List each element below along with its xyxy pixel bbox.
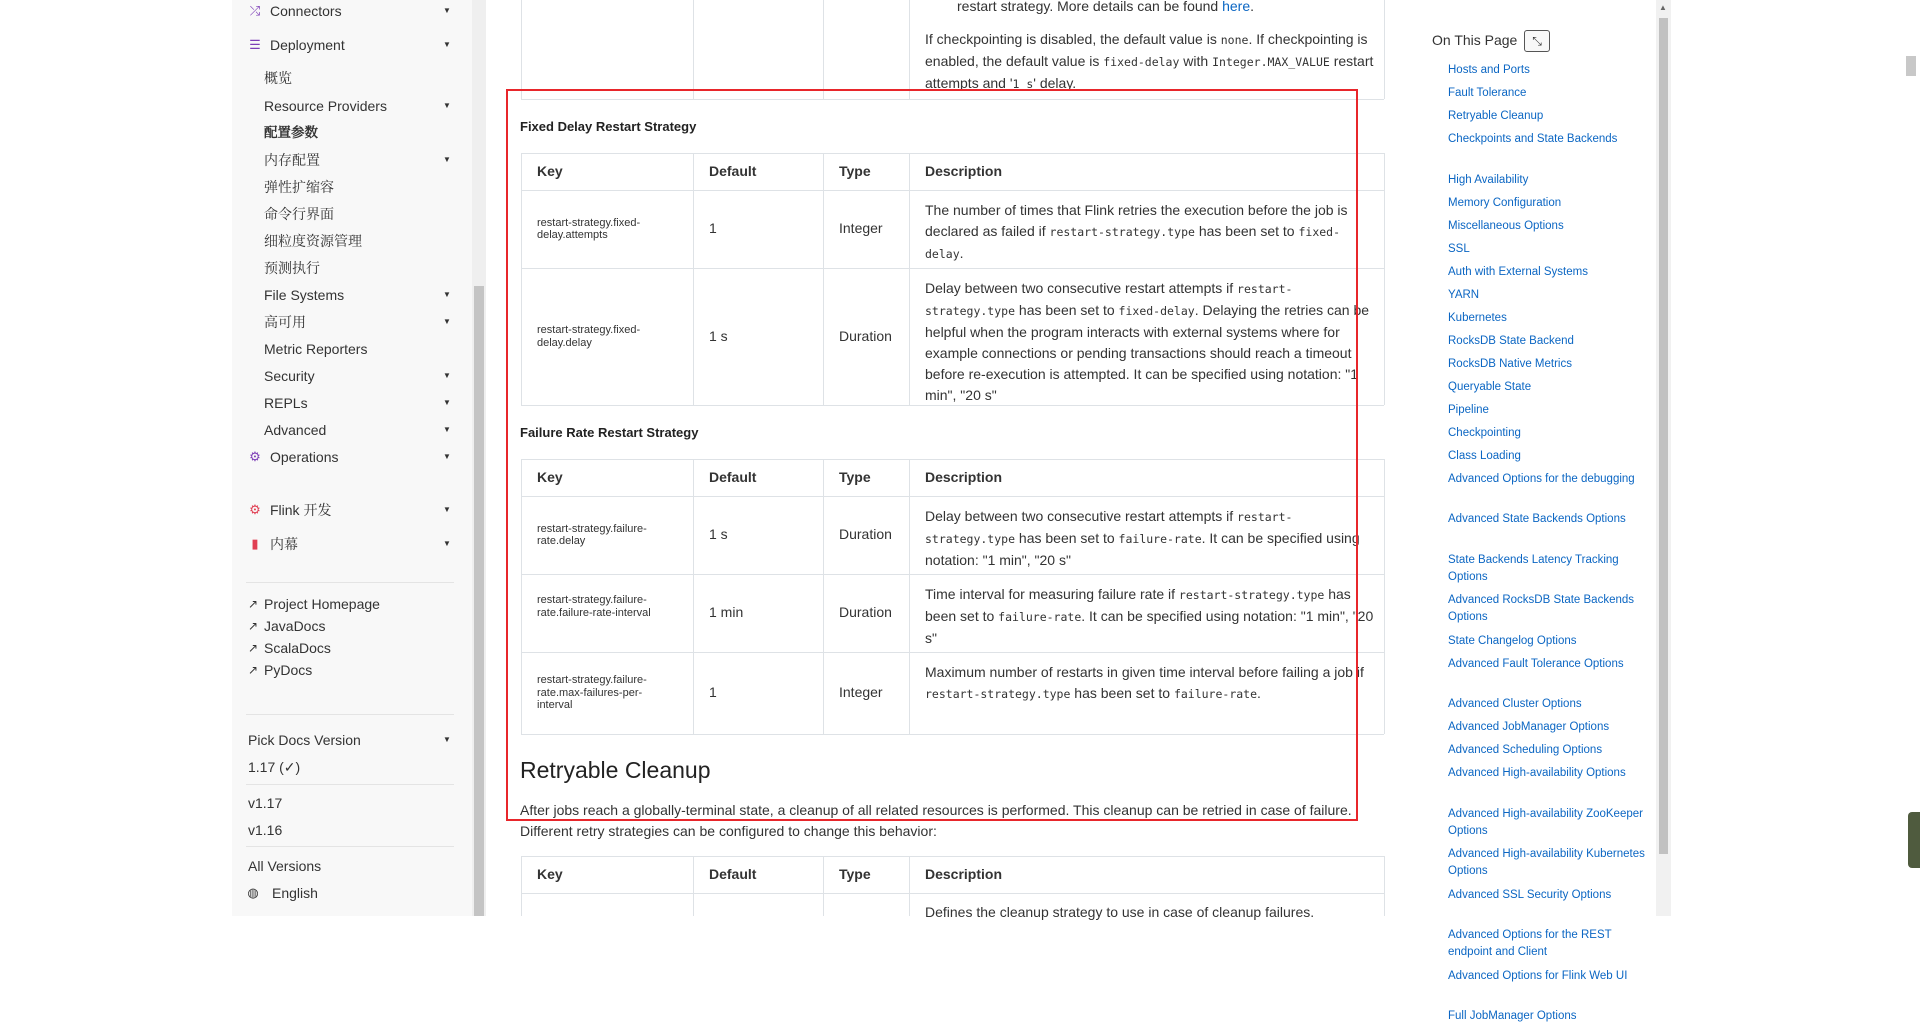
sidebar-item[interactable] [232,257,472,279]
external-link-icon: ↗ [247,641,259,655]
table-grid-line [521,893,1384,894]
toc-link[interactable]: Advanced SSL Security Options [1448,888,1612,901]
table-grid-line [521,459,1384,460]
table-grid-line [693,856,694,916]
sidebar-link-label: PyDocs [264,662,313,678]
here-link[interactable]: here [1222,0,1251,14]
sidebar-item[interactable] [232,446,472,468]
table-grid-line [823,459,824,734]
sidebar-scrollbar-thumb[interactable] [474,286,484,916]
sidebar-divider [246,846,454,847]
all-versions-label: All Versions [248,858,322,874]
retryable-cleanup-heading: Retryable Cleanup [520,757,711,783]
option-key: restart-strategy.failure-rate.max-failures-per-interval [537,674,647,712]
table-grid-line [693,0,694,99]
toc-link[interactable]: Advanced Fault Tolerance Options [1448,657,1624,670]
chevron-down-icon: ▼ [443,452,451,461]
table-grid-line [521,268,1384,269]
version-picker-label: Pick Docs Version [248,732,361,748]
sidebar-item[interactable] [232,499,472,521]
toc-link[interactable]: Auth with External Systems [1448,265,1588,278]
table-grid-line [521,652,1384,653]
option-type: Duration [839,327,892,344]
sidebar-divider [246,784,454,785]
table-grid-line [521,496,1384,497]
toc-link[interactable]: State Backends Latency Tracking Options [1448,553,1619,583]
toc-link[interactable]: Queryable State [1448,380,1532,393]
window-scrollbar-thumb[interactable] [1906,56,1916,76]
book-icon: ▮ [251,536,259,551]
sidebar-item-label: Metric Reporters [264,341,368,357]
sidebar-external-link[interactable] [232,637,472,659]
toc-link[interactable]: Advanced Scheduling Options [1448,744,1603,756]
sidebar-item[interactable] [232,0,472,22]
cogs-icon: ⚙ [249,449,261,464]
sidebar-link-label: JavaDocs [264,618,326,634]
sidebar-link-label: ScalaDocs [264,640,331,656]
toc-link[interactable]: Advanced State Backends Options [1448,513,1626,525]
toc-link[interactable]: Advanced High-availability Options [1448,767,1626,779]
toc-link[interactable]: State Changelog Options [1448,634,1577,647]
sidebar-item[interactable] [232,122,472,144]
table-grid-line [521,734,1384,735]
toc-link[interactable]: Retryable Cleanup [1448,110,1544,122]
table-grid-line [521,190,1384,191]
toc-link[interactable]: YARN [1448,288,1480,301]
toc-link[interactable]: Full JobManager Options [1448,1010,1577,1022]
table-grid-line [1384,0,1385,99]
option-key: restart-strategy.failure-rate.delay [537,522,647,547]
sidebar-item-label: 细粒度资源管理 [264,233,362,249]
globe-icon: ◍ [247,885,259,900]
sidebar-item[interactable] [232,203,472,225]
retryable-cleanup-paragraph: After jobs reach a globally-terminal state, a cleanup of all related resources is performed. This cleanup can be retried in case of failure. Different retry strategies can be configured to change this behavior: [520,802,1352,839]
sidebar-item[interactable] [232,176,472,198]
sidebar-item-label: 配置参数 [264,125,318,140]
table-header-cell: Key [537,163,563,179]
option-description: Maximum number of restarts in given time interval before failing a job if restart-strategy.type has been set to failure-rate. [925,664,1364,701]
side-widget[interactable] [1908,812,1920,868]
sidebar-item[interactable] [232,34,472,56]
chevron-down-icon: ▼ [443,505,451,514]
chevron-down-icon: ▼ [443,371,451,380]
version-link[interactable] [232,819,472,841]
compress-icon: ⤡ [1532,34,1542,48]
sliders-icon: ☰ [249,37,261,52]
external-link-icon: ↗ [247,597,259,611]
toc-link[interactable]: Class Loading [1448,449,1521,462]
toc-link[interactable]: RocksDB State Backend [1448,334,1574,347]
option-default: 1 [709,684,717,700]
shuffle-icon: ⤮ [249,3,261,18]
option-type: Duration [839,604,892,620]
sidebar-item-label: 命令行界面 [264,206,334,222]
sidebar-item[interactable] [232,419,472,441]
table-header-cell: Key [537,866,563,882]
chevron-down-icon: ▼ [443,6,451,15]
toc-link[interactable]: Advanced Options for the REST endpoint and Client [1448,929,1612,958]
table-grid-line [823,856,824,916]
chevron-down-icon: ▼ [443,290,451,299]
toc-link[interactable]: Pipeline [1448,403,1489,416]
current-version [232,756,472,778]
option-default: 1 [709,220,717,236]
toc-link[interactable]: Advanced JobManager Options [1448,721,1610,733]
sidebar-item[interactable] [232,338,472,360]
sidebar-item-label: 高可用 [264,314,306,330]
chevron-down-icon: ▼ [443,40,451,49]
option-description: Time interval for measuring failure rate if restart-strategy.type has been set to failure-rate. It can be specified using notation: "1 min", "20 s" [925,586,1374,646]
sidebar-item[interactable] [232,392,472,414]
option-type: Duration [839,526,892,542]
table-grid-line [823,0,824,99]
current-version-label: 1.17 (✓) [248,759,301,775]
sidebar-item[interactable] [232,365,472,387]
option-default: 1 min [709,604,744,620]
option-default: 1 s [709,327,728,344]
table-grid-line [521,856,1384,857]
table-grid-line [909,0,910,99]
chevron-down-icon: ▼ [443,101,451,110]
description-text: If checkpointing is disabled, the default value is none. If checkpointing is enabled, the default value is fixed-delay with Integer.MAX_VALUE restart attempts and '1 s' delay. [925,31,1374,91]
sidebar-item-label: Resource Providers [264,98,387,114]
table-header-cell: Default [709,163,757,179]
sidebar-item[interactable] [232,284,472,306]
sidebar-item-label: Connectors [270,3,342,19]
chevron-down-icon: ▼ [443,539,451,548]
sidebar-external-link[interactable] [232,659,472,681]
scroll-up-arrow-icon[interactable]: ▲ [1659,3,1667,12]
description-text: restart strategy. More details can be found here. [957,0,1255,14]
toc-link[interactable]: Miscellaneous Options [1448,219,1564,232]
table-grid-line [521,0,522,99]
table-grid-line [1384,856,1385,916]
option-type: Integer [839,220,883,236]
sidebar-item-label: File Systems [264,287,345,303]
toc-link[interactable]: SSL [1448,242,1470,255]
sidebar-divider [246,582,454,583]
table-grid-line [1384,153,1385,405]
toc-link[interactable]: Memory Configuration [1448,196,1562,209]
toc-link[interactable]: Advanced High-availability Kubernetes Options [1448,848,1645,877]
sidebar-item[interactable] [232,230,472,252]
toc-link[interactable]: Kubernetes [1448,311,1507,324]
table-grid-line [521,856,522,916]
table-grid-line [521,153,1384,154]
toc-link[interactable]: RocksDB Native Metrics [1448,357,1572,370]
table-grid-line [909,856,910,916]
sidebar-item-label: 弹性扩缩容 [264,179,334,195]
version-link[interactable] [232,792,472,814]
sidebar-link-label: Project Homepage [264,596,380,612]
option-key: restart-strategy.failure-rate.failure-rate-interval [537,594,651,619]
sidebar-item-label: 概览 [264,70,292,86]
toc-link[interactable]: Advanced Options for Flink Web UI [1448,969,1628,982]
chevron-down-icon: ▼ [443,155,451,164]
option-type: Integer [839,684,883,700]
toc-title: On This Page [1432,32,1518,48]
chevron-down-icon: ▼ [443,735,451,744]
all-versions-link[interactable] [232,855,472,877]
toc-link[interactable]: High Availability [1448,173,1529,186]
toc-link[interactable]: Checkpointing [1448,426,1521,439]
external-link-icon: ↗ [247,663,259,677]
sidebar-item[interactable] [232,149,472,171]
table-grid-line [521,459,522,734]
sidebar-item-label: Advanced [264,422,327,438]
chevron-down-icon: ▼ [443,317,451,326]
table-header-cell: Description [925,866,1003,882]
toc-link[interactable]: Fault Tolerance [1448,87,1527,99]
sidebar-item-label: REPLs [264,395,308,411]
option-default: 1 s [709,526,728,542]
table-grid-line [909,459,910,734]
table-header-cell: Key [537,469,563,485]
option-description: Delay between two consecutive restart attempts if restart-strategy.type has been set to failure-rate. It can be specified using notation: "1 min", "20 s" [925,508,1360,568]
table-header-cell: Description [925,469,1003,485]
table-header-cell: Type [839,163,871,179]
page-scrollbar-thumb[interactable] [1659,18,1668,854]
option-description: Defines the cleanup strategy to use in case of cleanup failures. [925,904,1315,920]
option-description: Delay between two consecutive restart attempts if restart-strategy.type has been set to fixed-delay. Delaying the retries can be helpful when the program interacts with external systems where for example connections or pending transactions should reach a timeout before re-execution is attempted. It can be specified using notation: "1 min", "20 s" [925,280,1370,403]
section-heading: Fixed Delay Restart Strategy [520,119,697,134]
language-label: English [272,885,318,901]
language-switch[interactable] [232,882,472,904]
table-header-cell: Default [709,866,757,882]
sidebar-item-label: Flink 开发 [270,502,332,518]
main-content [487,0,1487,920]
option-key: restart-strategy.fixed-delay.attempts [537,216,641,241]
version-link-label: v1.17 [248,795,283,811]
sidebar-item-label: 预测执行 [264,260,320,276]
toc-link[interactable]: Checkpoints and State Backends [1448,133,1618,145]
toc-link[interactable]: Advanced Cluster Options [1448,698,1582,710]
docs-sidebar [232,0,472,916]
section-heading: Failure Rate Restart Strategy [520,425,699,440]
option-key: restart-strategy.fixed-delay.delay [537,324,641,349]
table-grid-line [521,99,1384,100]
table-header-cell: Description [925,163,1003,179]
sidebar-item-label: Deployment [270,37,345,53]
version-link-label: v1.16 [248,822,283,838]
chevron-down-icon: ▼ [443,398,451,407]
toc-link[interactable]: Advanced Options for the debugging [1448,472,1635,485]
sidebar-item[interactable] [232,311,472,333]
option-description: The number of times that Flink retries the execution before the job is declared as failed if restart-strategy.type has been set to fixed-delay. [925,202,1348,261]
external-link-icon: ↗ [247,619,259,633]
version-picker[interactable] [232,729,472,751]
cogs-icon: ⚙ [249,502,261,517]
table-header-cell: Type [839,866,871,882]
sidebar-item-label: Operations [270,449,339,465]
sidebar-item-label: 内存配置 [264,152,320,168]
sidebar-external-link[interactable] [232,615,472,637]
sidebar-external-link[interactable] [232,593,472,615]
sidebar-item[interactable] [232,67,472,89]
table-grid-line [1384,459,1385,734]
toc-link[interactable]: Hosts and Ports [1448,64,1530,76]
sidebar-divider [246,714,454,715]
table-header-cell: Default [709,469,757,485]
sidebar-item[interactable] [232,533,472,555]
table-grid-line [521,574,1384,575]
sidebar-item-label: 内幕 [270,536,298,552]
sidebar-item-label: Security [264,368,315,384]
table-header-cell: Type [839,469,871,485]
toc-link[interactable]: Advanced High-availability ZooKeeper Options [1448,807,1643,837]
chevron-down-icon: ▼ [443,425,451,434]
table-grid-line [693,459,694,734]
toc-link[interactable]: Advanced RocksDB State Backends Options [1448,594,1635,623]
sidebar-item[interactable] [232,95,472,117]
